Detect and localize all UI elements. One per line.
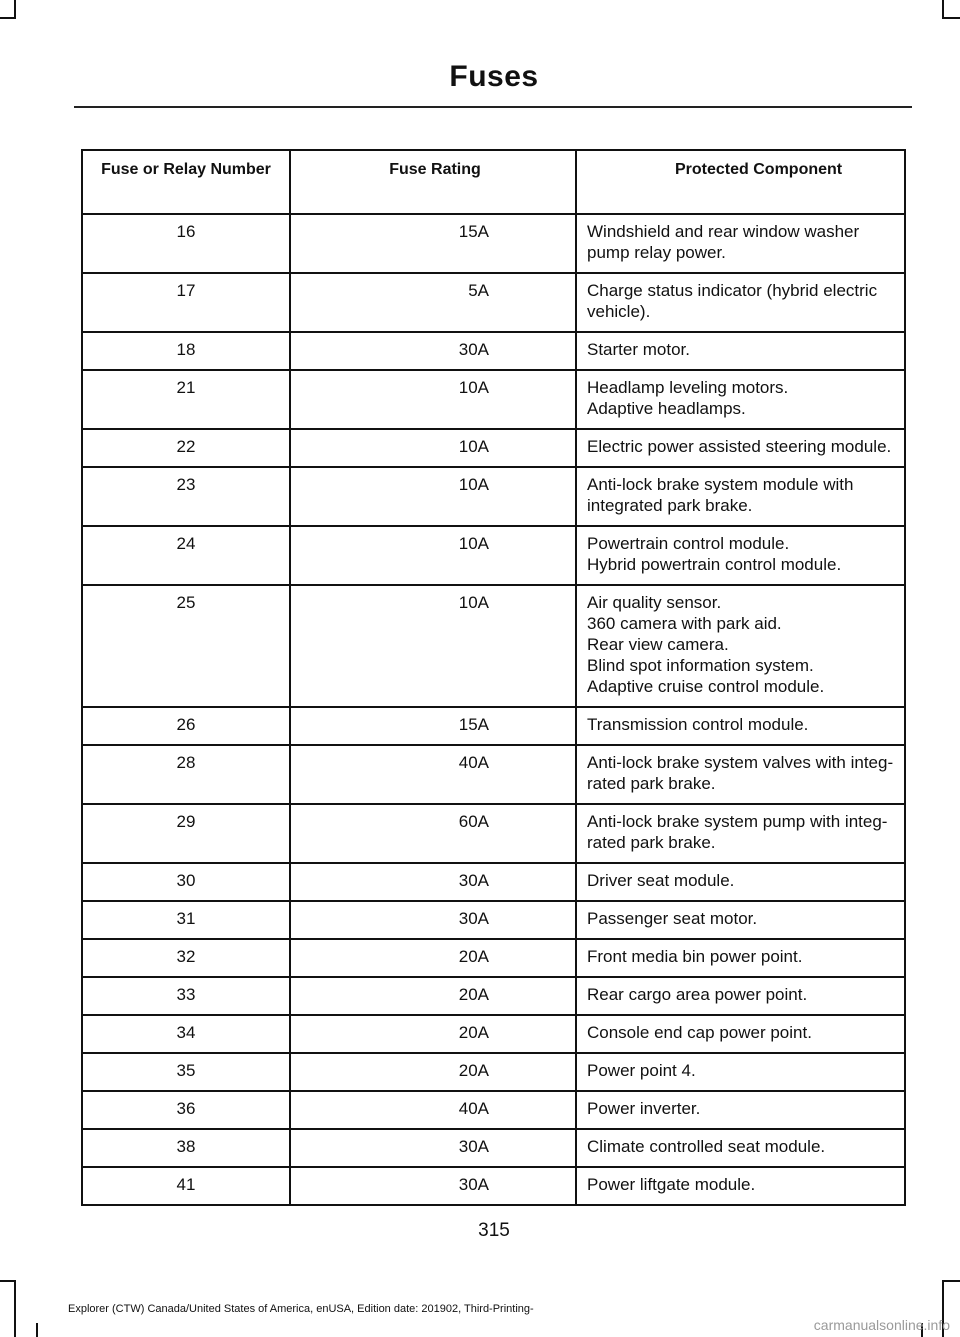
fuse-rating-cell: 40A: [290, 745, 576, 804]
fuse-number-cell: 29: [82, 804, 290, 863]
edition-footer: Explorer (CTW) Canada/United States of America, enUSA, Edition date: 201902, Third-Printing-: [68, 1303, 534, 1315]
fuse-number-cell: 35: [82, 1053, 290, 1091]
fuse-number-cell: 26: [82, 707, 290, 745]
fuse-number-cell: 32: [82, 939, 290, 977]
protected-component-cell: Anti-lock brake system pump with integ- rated park brake.: [576, 804, 905, 863]
table-row: [82, 214, 905, 273]
fuse-rating-cell: 20A: [290, 1015, 576, 1053]
crop-mark: [942, 0, 944, 18]
protected-component-cell: Charge status indicator (hybrid electric vehicle).: [576, 273, 905, 332]
fuse-rating-cell: 20A: [290, 977, 576, 1015]
fuse-table-body: [82, 214, 905, 1205]
table-row: [82, 273, 905, 332]
fuse-rating-cell: 30A: [290, 332, 576, 370]
fuse-rating-cell: 40A: [290, 1091, 576, 1129]
fuse-number-cell: 33: [82, 977, 290, 1015]
protected-component-cell: Electric power assisted steering module.: [576, 429, 905, 467]
fuse-rating-cell: 30A: [290, 1129, 576, 1167]
fuse-number-cell: 34: [82, 1015, 290, 1053]
protected-component-cell: Driver seat module.: [576, 863, 905, 901]
table-row: [82, 863, 905, 901]
fuse-number-cell: 17: [82, 273, 290, 332]
fuse-number-cell: 41: [82, 1167, 290, 1205]
page-number: 315: [478, 1220, 510, 1241]
page-title: Fuses: [449, 60, 539, 93]
protected-component-cell: Front media bin power point.: [576, 939, 905, 977]
protected-component-cell: Power inverter.: [576, 1091, 905, 1129]
fuse-number-cell: 25: [82, 585, 290, 707]
fuse-rating-cell: 15A: [290, 214, 576, 273]
protected-component-cell: Anti-lock brake system valves with integ- rated park brake.: [576, 745, 905, 804]
fuse-rating-cell: 20A: [290, 1053, 576, 1091]
column-header-number: Fuse or Relay Number: [82, 150, 290, 214]
table-row: [82, 804, 905, 863]
table-row: [82, 332, 905, 370]
fuse-number-cell: 38: [82, 1129, 290, 1167]
fuse-number-cell: 30: [82, 863, 290, 901]
fuse-rating-cell: 30A: [290, 901, 576, 939]
fuse-rating-cell: 15A: [290, 707, 576, 745]
fuse-table: [81, 149, 906, 1206]
protected-component-cell: Windshield and rear window washer pump relay power.: [576, 214, 905, 273]
column-header-component: Protected Component: [576, 150, 905, 214]
table-row: [82, 977, 905, 1015]
table-row: [82, 745, 905, 804]
protected-component-cell: Console end cap power point.: [576, 1015, 905, 1053]
fuse-rating-cell: 5A: [290, 273, 576, 332]
protected-component-cell: Climate controlled seat module.: [576, 1129, 905, 1167]
fuse-rating-cell: 10A: [290, 467, 576, 526]
fuse-rating-cell: 10A: [290, 585, 576, 707]
watermark: carmanualsonline.info: [813, 1317, 950, 1333]
table-row: [82, 370, 905, 429]
protected-component-cell: Anti-lock brake system module with integrated park brake.: [576, 467, 905, 526]
crop-mark: [942, 1280, 960, 1282]
title-divider: [74, 106, 912, 108]
fuse-rating-cell: 10A: [290, 526, 576, 585]
protected-component-cell: Powertrain control module. Hybrid powertrain control module.: [576, 526, 905, 585]
table-row: [82, 526, 905, 585]
table-row: [82, 1129, 905, 1167]
crop-mark: [36, 1323, 38, 1337]
crop-mark: [0, 17, 16, 19]
table-row: [82, 585, 905, 707]
protected-component-cell: Starter motor.: [576, 332, 905, 370]
fuse-number-cell: 23: [82, 467, 290, 526]
fuse-number-cell: 36: [82, 1091, 290, 1129]
protected-component-cell: Headlamp leveling motors. Adaptive headlamps.: [576, 370, 905, 429]
table-header-row: [82, 150, 905, 214]
table-row: [82, 939, 905, 977]
fuse-rating-cell: 30A: [290, 1167, 576, 1205]
fuse-rating-cell: 10A: [290, 370, 576, 429]
table-row: [82, 1053, 905, 1091]
protected-component-cell: Power point 4.: [576, 1053, 905, 1091]
protected-component-cell: Transmission control module.: [576, 707, 905, 745]
crop-mark: [14, 0, 16, 18]
table-row: [82, 901, 905, 939]
protected-component-cell: Rear cargo area power point.: [576, 977, 905, 1015]
table-row: [82, 429, 905, 467]
table-row: [82, 1015, 905, 1053]
crop-mark: [14, 1280, 16, 1337]
fuse-number-cell: 24: [82, 526, 290, 585]
crop-mark: [942, 17, 960, 19]
fuse-number-cell: 16: [82, 214, 290, 273]
fuse-rating-cell: 60A: [290, 804, 576, 863]
crop-mark: [0, 1280, 16, 1282]
protected-component-cell: Air quality sensor. 360 camera with park aid. Rear view camera. Blind spot information system. Adaptive cruise control module.: [576, 585, 905, 707]
table-row: [82, 1167, 905, 1205]
fuse-rating-cell: 20A: [290, 939, 576, 977]
fuse-rating-cell: 30A: [290, 863, 576, 901]
fuse-number-cell: 18: [82, 332, 290, 370]
table-row: [82, 467, 905, 526]
protected-component-cell: Passenger seat motor.: [576, 901, 905, 939]
column-header-rating: Fuse Rating: [290, 150, 576, 214]
fuse-number-cell: 21: [82, 370, 290, 429]
table-row: [82, 707, 905, 745]
fuse-number-cell: 22: [82, 429, 290, 467]
protected-component-cell: Power liftgate module.: [576, 1167, 905, 1205]
table-row: [82, 1091, 905, 1129]
fuse-number-cell: 28: [82, 745, 290, 804]
fuse-number-cell: 31: [82, 901, 290, 939]
fuse-rating-cell: 10A: [290, 429, 576, 467]
